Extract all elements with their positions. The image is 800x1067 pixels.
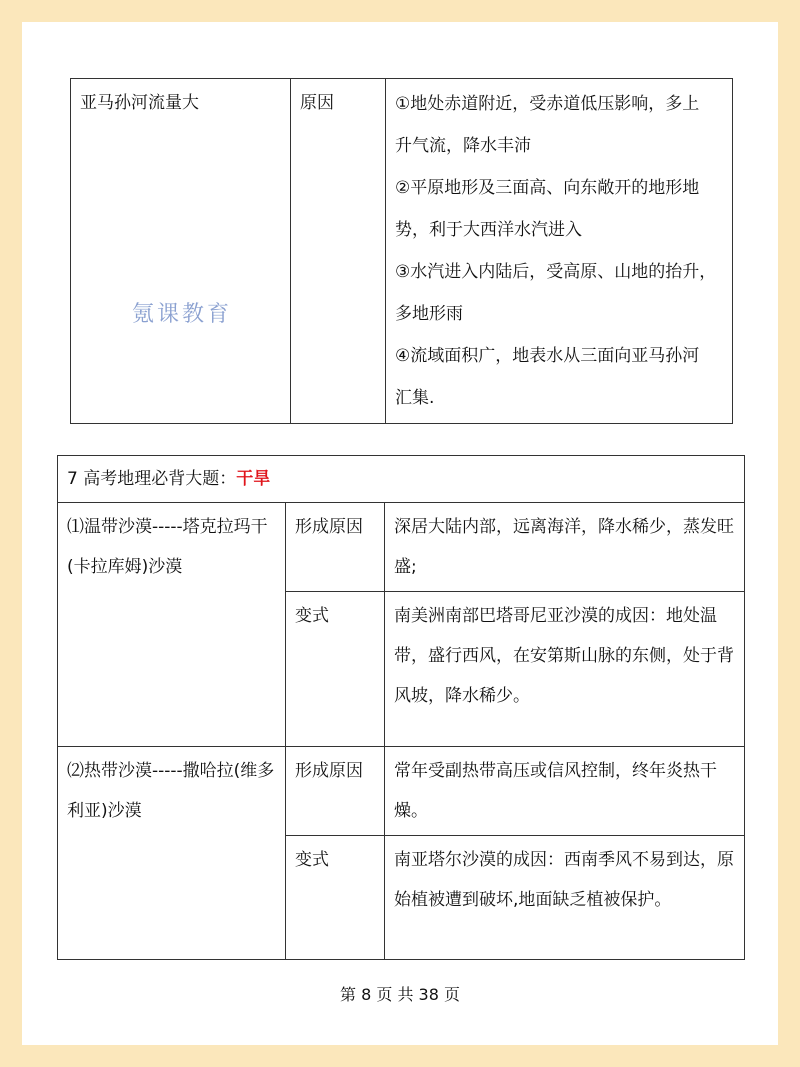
reason-line: ④流域面积广，地表水从三面向亚马孙河 [395, 346, 700, 366]
content-cell: 深居大陆内部，远离海洋，降水稀少，蒸发旺盛; [385, 503, 745, 592]
watermark-logo: 氪课教育 [132, 302, 233, 327]
reason-line: ②平原地形及三面高、向东敞开的地形地 [395, 178, 700, 198]
reason-line: 多地形雨 [395, 304, 463, 324]
label-cell: 变式 [286, 836, 385, 960]
reason-line: ③水汽进入内陆后，受高原、山地的抬升， [395, 262, 717, 282]
content-cell: 常年受副热带高压或信风控制，终年炎热干燥。 [385, 747, 745, 836]
topic-cell: ⑵热带沙漠-----撒哈拉(维多利亚)沙漠 [58, 747, 286, 960]
topic-cell [71, 79, 291, 424]
reason-line: 势，利于大西洋水汽进入 [395, 220, 582, 240]
heading-prefix: 7 高考地理必背大题： [67, 469, 237, 489]
page-footer: 第 8 页 共 38 页 [340, 985, 460, 1004]
reason-line: ①地处赤道附近，受赤道低压影响，多上 [395, 94, 700, 114]
heading-highlight: 干旱 [236, 469, 271, 489]
reason-cell [386, 79, 733, 424]
amazon-table [70, 78, 733, 424]
label-cell: 形成原因 [286, 747, 385, 836]
topic-text: 亚马孙河流量大 [80, 93, 199, 113]
label-cell: 变式 [286, 592, 385, 747]
reason-line: 汇集. [395, 388, 435, 408]
drought-table [57, 455, 745, 960]
label-cell: 形成原因 [286, 503, 385, 592]
topic-cell: ⑴温带沙漠-----塔克拉玛干(卡拉库姆)沙漠 [58, 503, 286, 747]
reason-line: 升气流，降水丰沛 [395, 136, 531, 156]
document-page [22, 22, 778, 1045]
content-cell: 南亚塔尔沙漠的成因：西南季风不易到达，原始植被遭到破坏,地面缺乏植被保护。 [385, 836, 745, 960]
section-heading [58, 456, 745, 503]
label-cell: 原因 [291, 79, 386, 424]
content-cell: 南美洲南部巴塔哥尼亚沙漠的成因：地处温带，盛行西风，在安第斯山脉的东侧，处于背风坡，降水稀少。 [385, 592, 745, 747]
